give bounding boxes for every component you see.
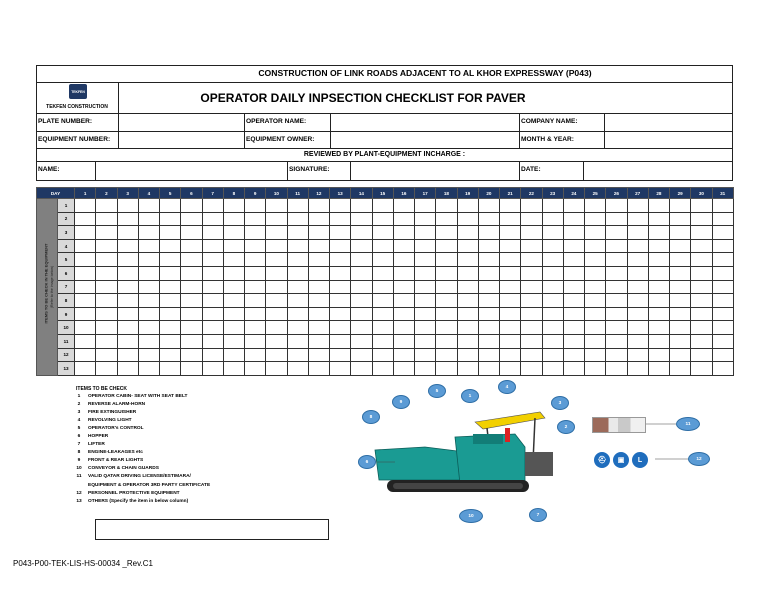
callout-7: 7 [529,508,547,522]
logo-text: TEKFEN CONSTRUCTION [46,104,108,110]
item-text: PERSONNEL PROTECTIVE EQUIPMENT [88,490,180,496]
row-number: 10 [58,321,75,335]
item-number: 4 [77,418,81,424]
callout-2: 2 [557,420,575,434]
name-label: NAME: [38,166,60,173]
day-header: DAY [37,188,75,199]
day-column-header: 29 [670,188,691,199]
row-number: 6 [58,266,75,280]
callout-12: 12 [688,452,710,466]
month-year-label: MONTH & YEAR: [521,136,574,143]
callout-8: 8 [362,410,380,424]
row-number: 11 [58,334,75,348]
day-column-header: 16 [393,188,414,199]
row-number: 4 [58,239,75,253]
callout-10: 10 [459,509,483,523]
day-column-header: 9 [245,188,266,199]
item-number: 5 [77,426,81,432]
side-label: ITEMS TO BE CHECK IN THE EQUIPMENT [43,243,49,324]
day-column-header: 21 [500,188,521,199]
day-column-header: 23 [542,188,563,199]
day-column-header: 18 [436,188,457,199]
item-text: REVOLVING LIGHT [88,418,132,424]
day-column-header: 6 [181,188,202,199]
day-column-header: 27 [627,188,648,199]
item-number: 11 [76,474,82,480]
item-text: REVERSE ALARM-HORN [88,402,146,408]
item-number: 13 [76,498,82,504]
item-text: OPERATOR CABIN- SEAT WITH SEAT BELT [88,394,188,399]
signature-label: SIGNATURE: [289,166,330,173]
row-number: 13 [58,362,75,376]
project-title: CONSTRUCTION OF LINK ROADS ADJACENT TO AL KHOR EXPRESSWAY (P043) [258,68,592,78]
item-text: HOPPER [88,434,109,440]
day-column-header: 25 [585,188,606,199]
row-number: 1 [58,199,75,213]
item-text: EQUIPMENT & OPERATOR 3RD PARTY CERTIFICATE [88,482,211,488]
license-card-icon [592,417,646,433]
day-column-header: 7 [202,188,223,199]
day-column-header: 22 [521,188,542,199]
callout-6: 6 [358,455,376,469]
day-column-header: 11 [287,188,308,199]
item-number: 1 [77,394,81,399]
helmet-icon: ⛑ [594,452,610,468]
day-column-header: 24 [563,188,584,199]
item-text: CONVEYOR & CHAIN GUARDS [88,466,159,472]
item-number: 7 [77,442,81,448]
operator-name-label: OPERATOR NAME: [246,118,307,125]
row-number: 7 [58,280,75,294]
day-column-header: 8 [223,188,244,199]
item-number: 3 [77,410,81,416]
side-sublabel: (Refer to the image below) [50,265,54,309]
day-column-header: 4 [138,188,159,199]
day-column-header: 26 [606,188,627,199]
callout-11: 11 [676,417,700,431]
callout-1: 1 [461,389,479,403]
item-number: 6 [77,434,81,440]
equipment-owner-label: EQUIPMENT OWNER: [246,136,315,143]
day-column-header: 15 [372,188,393,199]
callout-5: 5 [428,384,446,398]
day-column-header: 3 [117,188,138,199]
item-number: 10 [76,466,82,472]
day-column-header: 30 [691,188,712,199]
day-column-header: 19 [457,188,478,199]
reviewed-by-label: REVIEWED BY PLANT-EQUIPMENT INCHARGE : [303,151,466,158]
day-column-header: 10 [266,188,287,199]
items-title: ITEMS TO BE CHECK [76,386,128,392]
vest-icon: ▣ [613,452,629,468]
item-number: 8 [77,450,81,456]
day-column-header: 31 [712,188,733,199]
day-column-header: 14 [351,188,372,199]
callout-4: 4 [498,380,516,394]
item-text: OTHERS (Specify the item in below column) [88,498,189,504]
item-text: VALID QATAR DRIVING LICENSE/ESTIMARA/ [88,474,191,480]
row-number: 2 [58,212,75,226]
item-number: 2 [77,402,81,408]
item-text: OPERATOR's CONTROL [88,426,144,432]
day-column-header: 28 [648,188,669,199]
row-number: 12 [58,348,75,362]
day-column-header: 20 [478,188,499,199]
day-column-header: 2 [96,188,117,199]
doc-code: P043-P00-TEK-LIS-HS-00034 _Rev.C1 [13,559,153,568]
day-column-header: 12 [308,188,329,199]
company-name-label: COMPANY NAME: [521,118,578,125]
item-number: 12 [76,490,82,496]
item-text: FIRE EXTINGUISHER [88,410,137,416]
day-column-header: 5 [160,188,181,199]
boots-icon: L [632,452,648,468]
callout-3: 3 [551,396,569,410]
day-column-header: 1 [75,188,96,199]
day-column-header: 13 [330,188,351,199]
row-number: 9 [58,307,75,321]
day-column-header: 17 [415,188,436,199]
form-title: OPERATOR DAILY INPSECTION CHECKLIST FOR PAVER [200,91,526,105]
row-number: 3 [58,226,75,240]
row-number: 5 [58,253,75,267]
item-text: FRONT & REAR LIGHTS [88,458,144,464]
callout-9: 9 [392,395,410,409]
date-label: DATE: [521,166,541,173]
item-number: 9 [77,458,81,464]
item-text: ENGINE-LEAKAGES etc [88,450,143,456]
equipment-number-label: EQUIPMENT NUMBER: [38,136,111,143]
logo-badge-text: TEKFEN [71,89,85,94]
row-number: 8 [58,294,75,308]
plate-number-label: PLATE NUMBER: [38,118,93,125]
item-text: LIFTER [88,442,105,448]
